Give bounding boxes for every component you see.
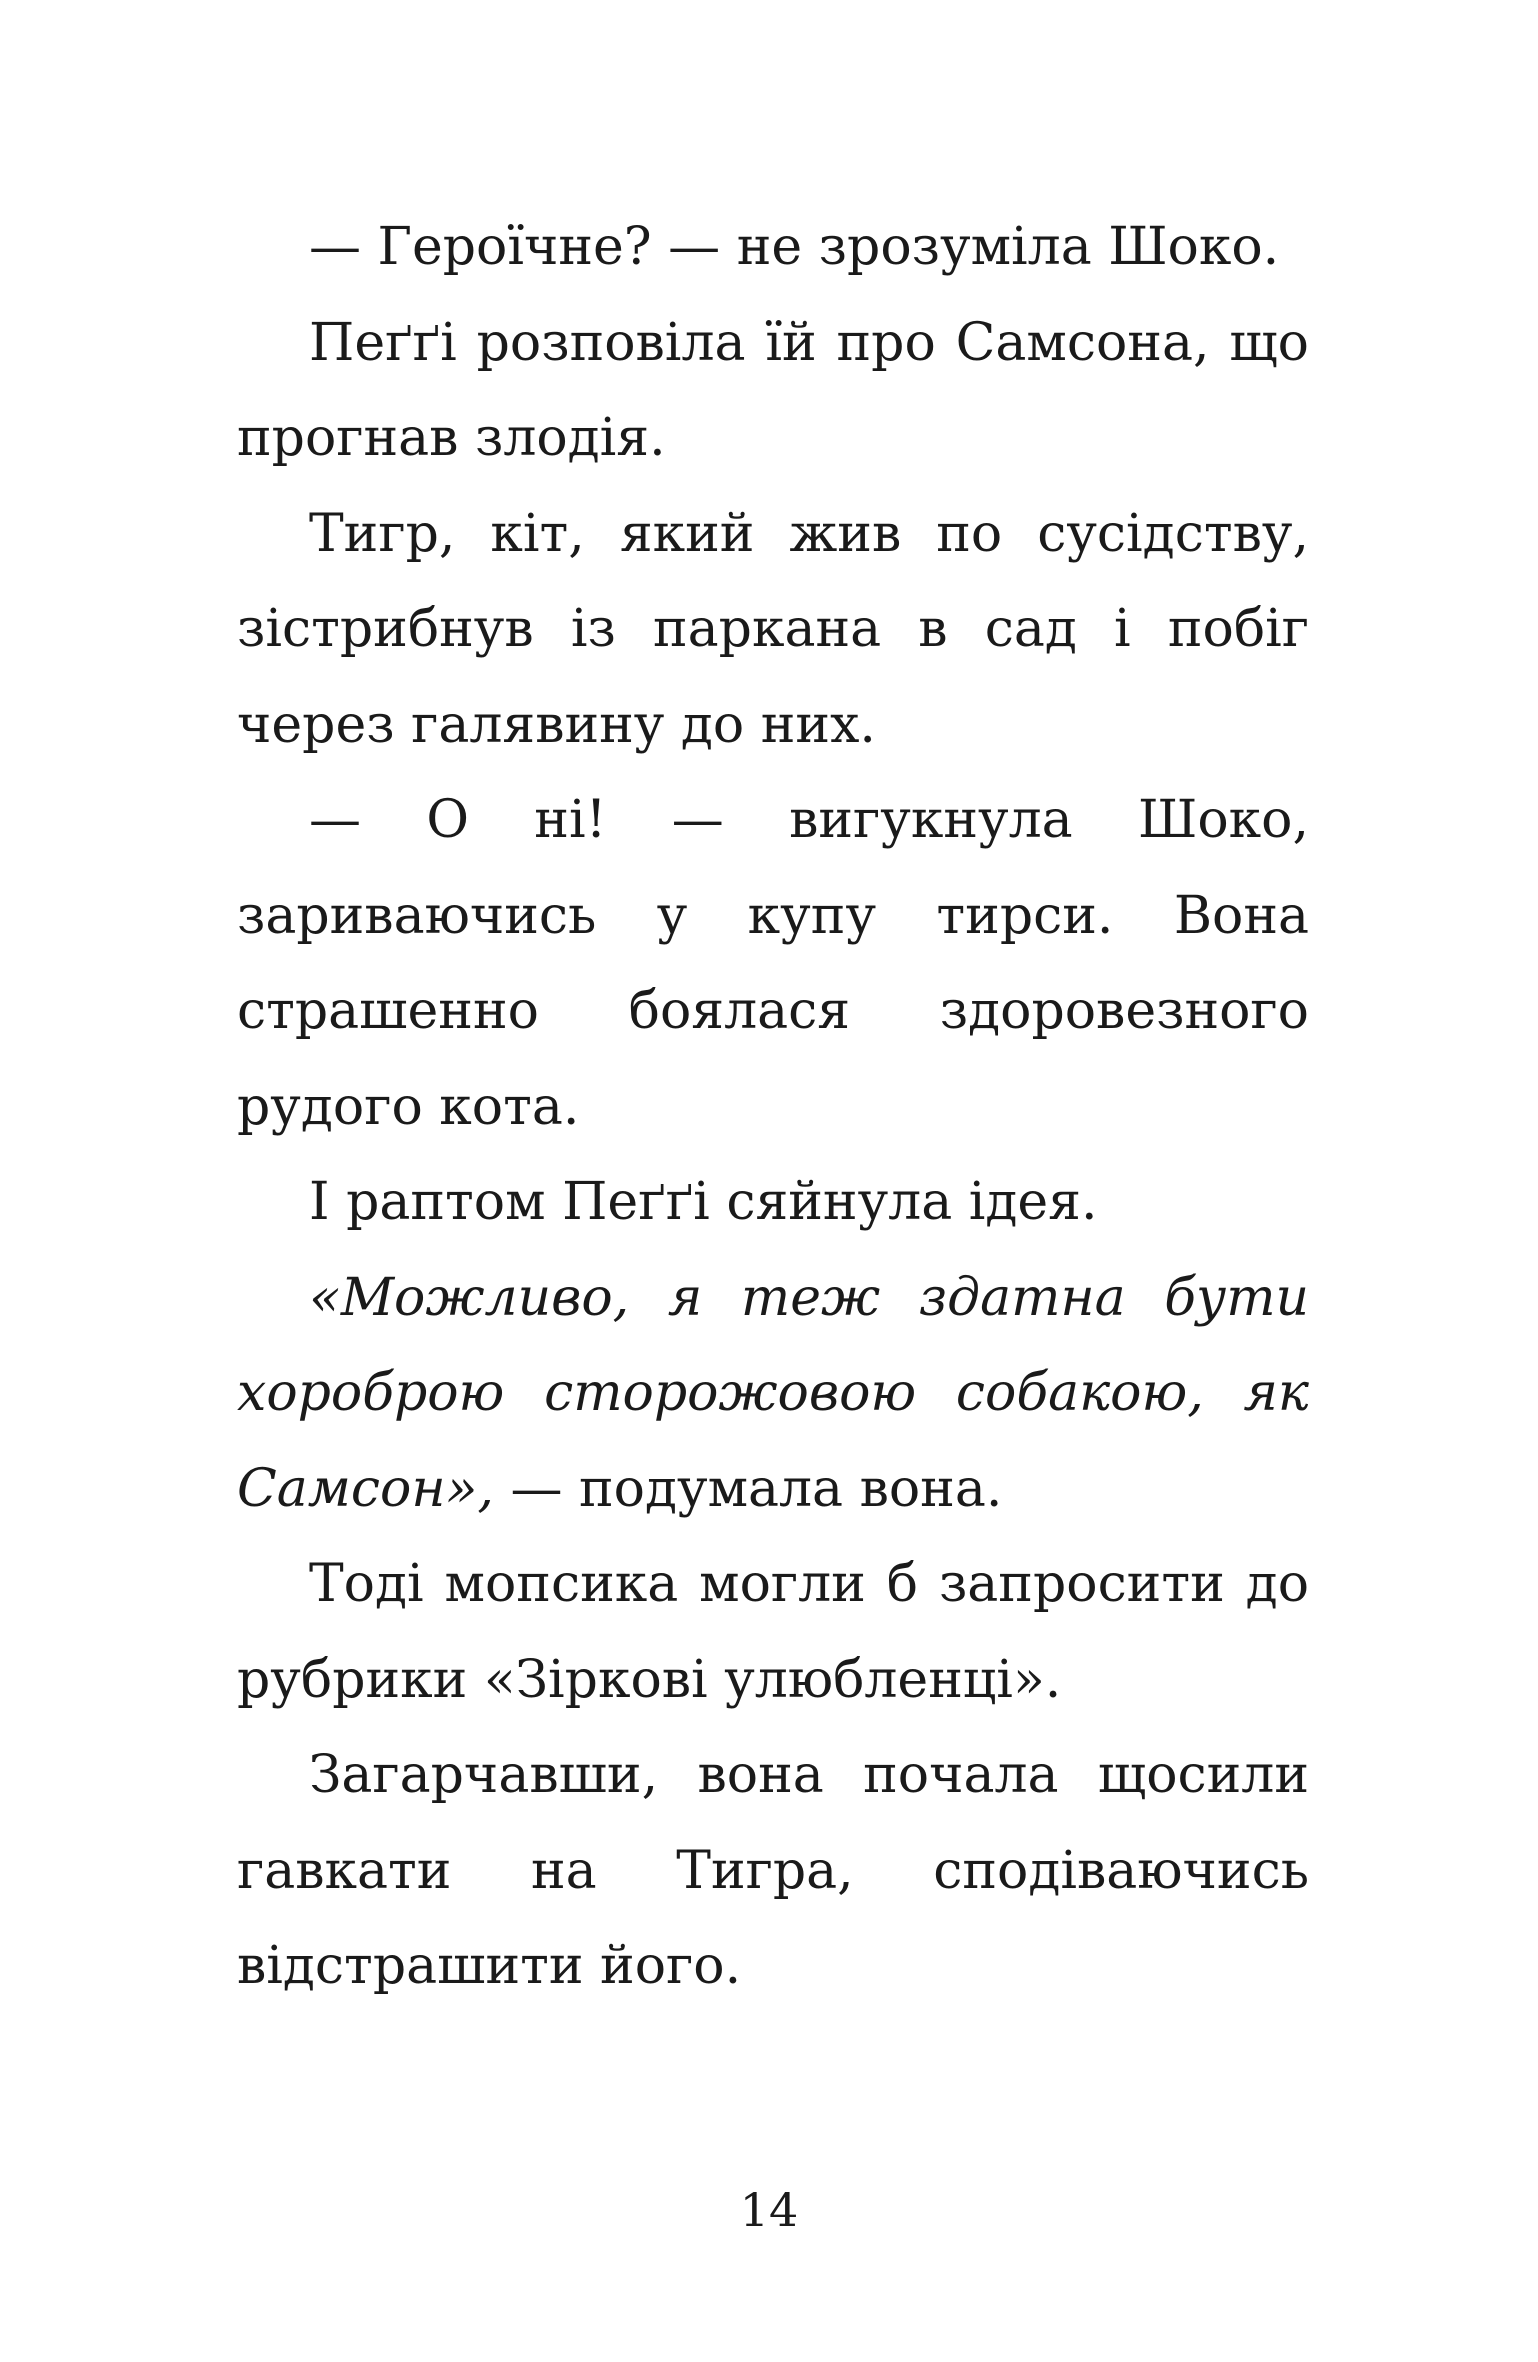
paragraph: Тоді мопсика могли б запросити до рубрики «Зіркові улюбленці». <box>237 1554 1309 1710</box>
paragraph: Загарчавши, вона почала щосили гавкати на Тигра, сподіваючись відстрашити його. <box>237 1745 1309 1996</box>
italic-thought: «Можливо, я теж здатна бути хороброю сторожовою собакою, як Самсон», <box>237 1267 1309 1519</box>
paragraph: І раптом Пеґґі сяйнула ідея. <box>309 1172 1098 1232</box>
page-number: 14 <box>739 2183 799 2237</box>
paragraph: Пеґґі розповіла їй про Самсона, що прогнав злодія. <box>237 312 1309 468</box>
body-text <box>237 200 1309 2015</box>
paragraph: Тигр, кіт, який жив по сусідству, зістрибнув із паркана в сад і побіг через галявину до них. <box>237 503 1309 755</box>
paragraph: — О ні! — вигукнула Шоко, зариваючись у купу тирси. Вона страшенно боялася здоровезного рудого кота. <box>237 790 1309 1137</box>
paragraph-with-italic-thought <box>237 1251 1309 1538</box>
paragraph-tail: — подумала вона. <box>493 1458 1003 1519</box>
paragraph: — Героїчне? — не зрозуміла Шоко. <box>309 217 1280 277</box>
